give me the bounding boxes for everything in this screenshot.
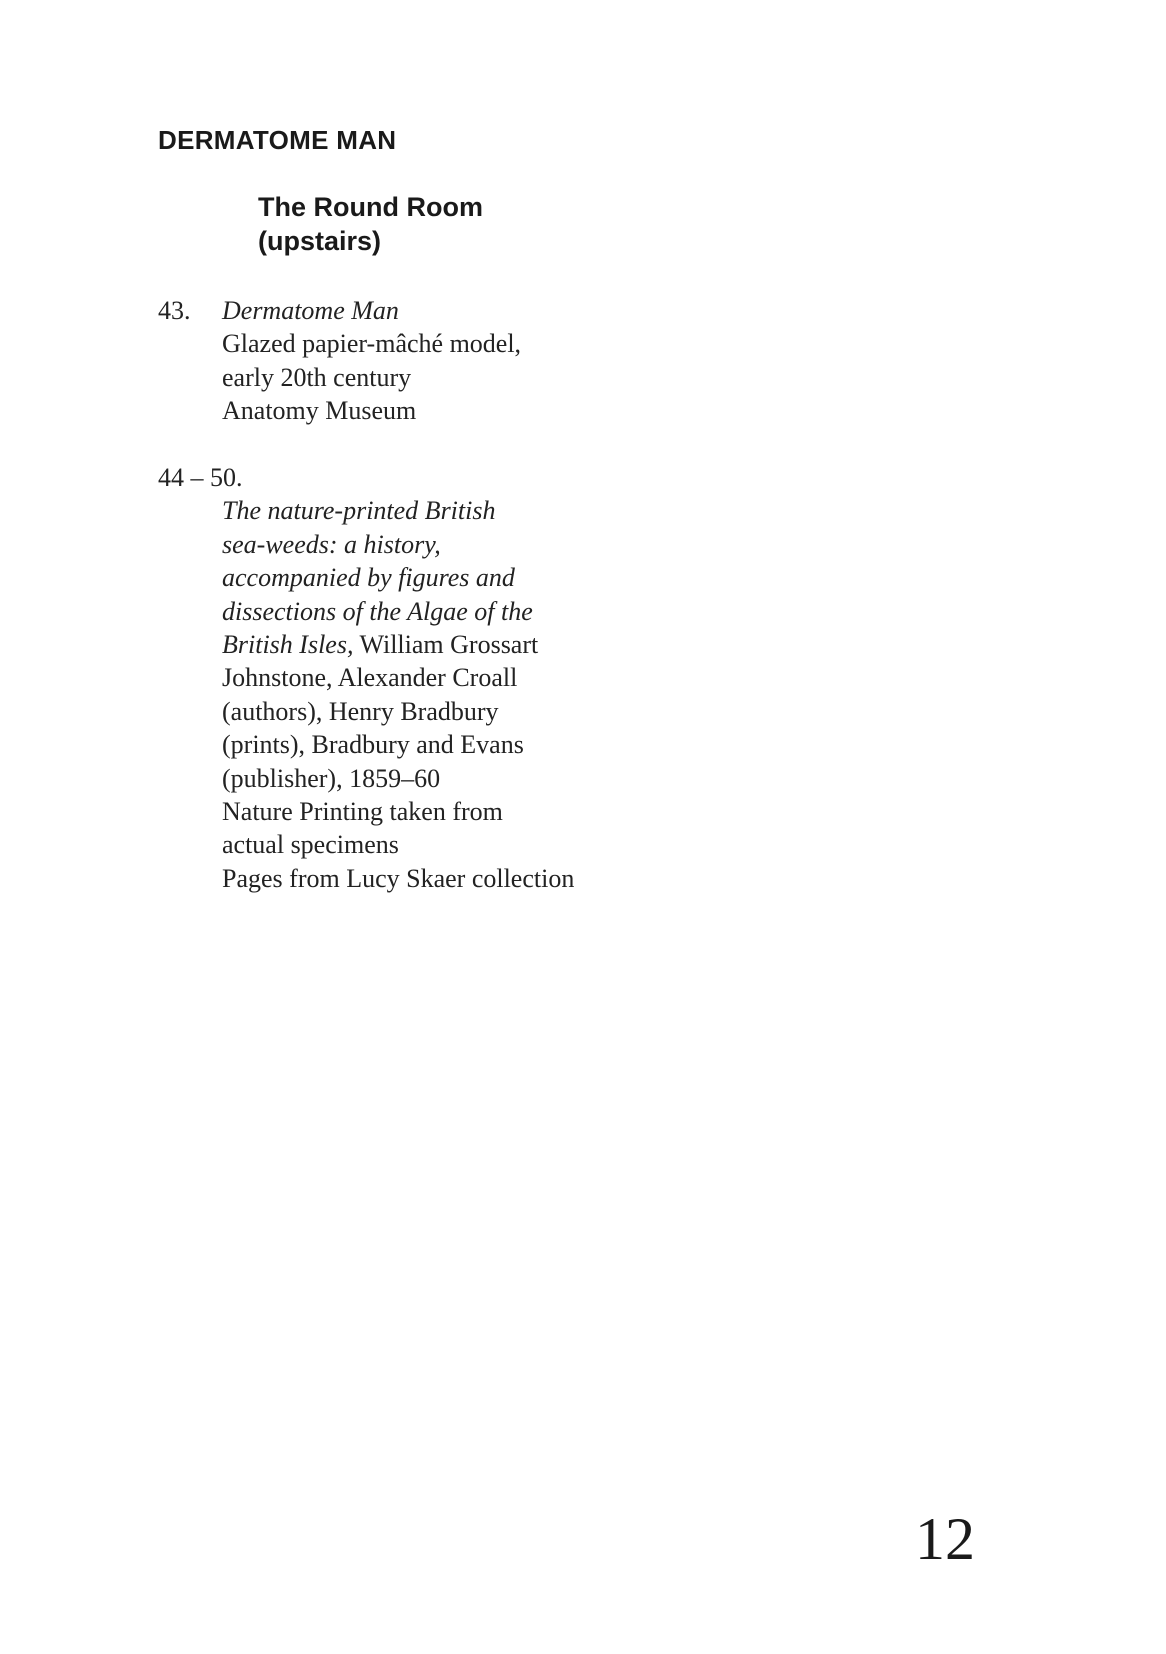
entry-detail-line: Johnstone, Alexander Croall	[222, 663, 518, 693]
entry-detail-line: Glazed papier-mâché model,	[222, 329, 522, 359]
entry-number: 44 – 50.	[158, 463, 243, 492]
entry-detail-line: Anatomy Museum	[222, 396, 417, 426]
entry-title-final-line	[222, 628, 574, 661]
entry-detail-line: Pages from Lucy Skaer collection	[222, 863, 575, 893]
catalogue-entry-44-50	[158, 461, 574, 895]
entry-title-line: sea-weeds: a history,	[222, 529, 441, 559]
page-number: 12	[915, 1506, 975, 1572]
catalogue-entry-43	[158, 294, 521, 428]
entry-title-line: The nature-printed British	[222, 496, 496, 526]
entry-author-start: William Grossart	[353, 630, 539, 660]
entry-number: 43.	[158, 296, 191, 325]
entry-detail-line: early 20th century	[222, 362, 412, 392]
entry-title-line: accompanied by figures and	[222, 563, 515, 593]
location-heading	[258, 190, 483, 258]
entry-body	[222, 494, 574, 895]
entry-detail-line: Nature Printing taken from	[222, 797, 503, 827]
entry-body	[222, 294, 521, 428]
entry-detail-line: (prints), Bradbury and Evans	[222, 730, 524, 760]
section-title: DERMATOME MAN	[158, 125, 397, 155]
entry-detail-line: (authors), Henry Bradbury	[222, 696, 499, 726]
entry-title-end: British Isles,	[222, 630, 354, 660]
location-line-2: (upstairs)	[258, 226, 382, 256]
entry-title-line: dissections of the Algae of the	[222, 596, 533, 626]
entry-detail-line: actual specimens	[222, 830, 399, 860]
location-line-1: The Round Room	[258, 192, 483, 222]
entry-detail-line: (publisher), 1859–60	[222, 763, 441, 793]
entry-title: Dermatome Man	[222, 296, 399, 326]
